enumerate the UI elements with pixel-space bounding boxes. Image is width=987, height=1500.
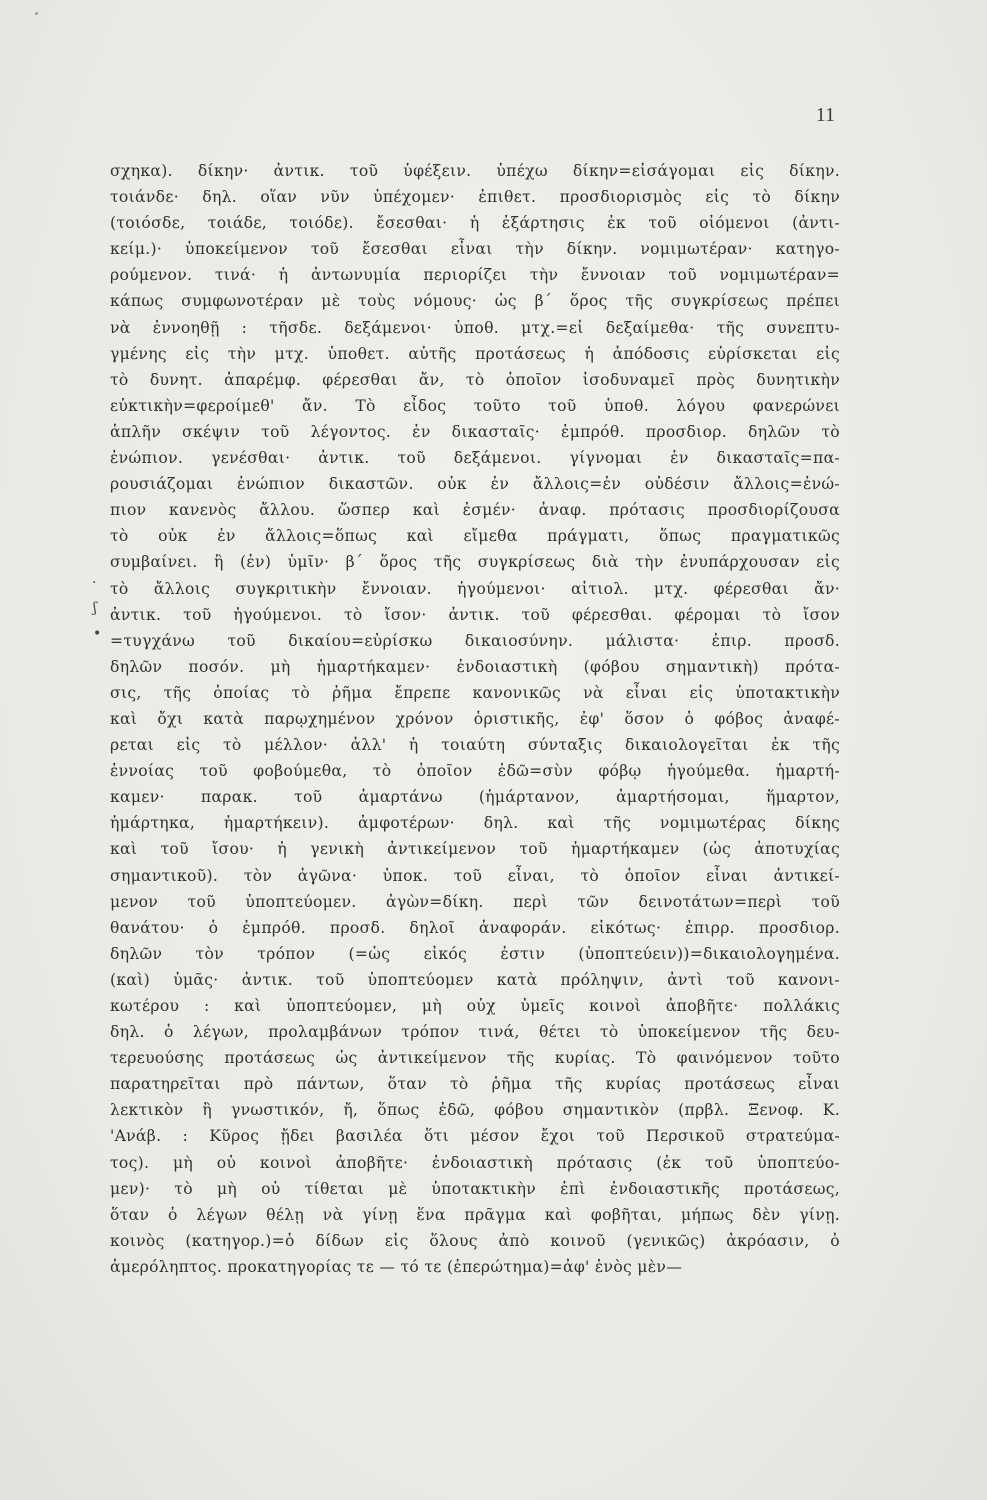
text-line: δηλῶν τὸν τρόπον (=ὡς εἰκός ἐστιν (ὑποπτεύειν))=δικαιολογημένα. [110, 944, 840, 963]
text-line: ἁπλῆν σκέψιν τοῦ λέγοντος. ἐν δικασταῖς· ἐμπρόθ. προσδιορ. δηλῶν τὸ [110, 422, 840, 441]
text-line: ἀμερόληπτος. προκατηγορίας τε — τό τε (ἐπερώτημα)=ἀφ' ἑνὸς μὲν— [110, 1257, 683, 1276]
text-line: τὸ ἄλλοις συγκριτικὴν ἔννοιαν. ἡγούμενοι· αἰτιολ. μτχ. φέρεσθαι ἄν· [110, 579, 840, 598]
text-line: θανάτου· ὁ ἐμπρόθ. προσδ. δηλοῖ ἀναφοράν. εἰκότως· ἐπιρρ. προσδιορ. [110, 918, 840, 937]
text-line: κάπως συμφωνοτέραν μὲ τοὺς νόμους· ὡς β΄ ὅρος τῆς συγκρίσεως πρέπει [110, 292, 840, 311]
text-line: ρούμενον. τινά· ἡ ἀντωνυμία περιορίζει τὴν ἔννοιαν τοῦ νομιμωτέραν= [110, 266, 840, 285]
text-line: νὰ ἐννοηθῇ : τῆσδε. δεξάμενοι· ὑποθ. μτχ.=εἰ δεξαίμεθα· τῆς συνεπτυ- [110, 318, 840, 337]
text-line: ρουσιάζομαι ἐνώπιον δικαστῶν. οὐκ ἐν ἄλλοις=ἐν οὐδέσιν ἄλλοις=ἐνώ- [110, 475, 840, 494]
text-line: ἐννοίας τοῦ φοβούμεθα, τὸ ὁποῖον ἐδῶ=σὺν φόβῳ ἡγούμεθα. ἡμαρτή- [110, 762, 840, 781]
text-line: μενον τοῦ ὑποπτεύομεν. ἀγὼν=δίκη. περὶ τῶν δεινοτάτων=περὶ τοῦ [110, 892, 840, 911]
margin-mark-dot: . [92, 571, 97, 587]
text-line: λεκτικὸν ἢ γνωστικόν, ἤ, ὅπως ἐδῶ, φόβου σημαντικὸν (πρβλ. Ξενοφ. Κ. [110, 1101, 840, 1120]
text-line: (τοιόσδε, τοιάδε, τοιόδε). ἔσεσθαι· ἡ ἐξάρτησις ἐκ τοῦ οἰόμενοι (ἀντι- [110, 214, 840, 233]
margin-mark-bullet: • [93, 626, 102, 642]
text-line: ἡμάρτηκα, ἡμαρτήκειν). ἀμφοτέρων· δηλ. καὶ τῆς νομιμωτέρας δίκης [110, 814, 840, 833]
text-line: 'Ανάβ. : Κῦρος ᾔδει βασιλέα ὅτι μέσον ἔχοι τοῦ Περσικοῦ στρατεύμα- [110, 1127, 840, 1146]
text-line: ρεται εἰς τὸ μέλλον· ἀλλ' ἡ τοιαύτη σύνταξις δικαιολογεῖται ἐκ τῆς [110, 736, 840, 755]
text-line: (καὶ) ὑμᾶς· ἀντικ. τοῦ ὑποπτεύομεν κατὰ πρόληψιν, ἀντὶ τοῦ κανονι- [110, 970, 840, 989]
text-line: σημαντικοῦ). τὸν ἀγῶνα· ὑποκ. τοῦ εἶναι, τὸ ὁποῖον εἶναι ἀντικεί- [110, 866, 840, 885]
page-number: 11 [815, 104, 835, 126]
text-line: παρατηρεῖται πρὸ πάντων, ὅταν τὸ ῥῆμα τῆς κυρίας προτάσεως εἶναι [110, 1075, 840, 1094]
text-line: καμεν· παρακ. τοῦ ἁμαρτάνω (ἡμάρτανον, ἁμαρτήσομαι, ἥμαρτον, [110, 788, 840, 807]
text-line: ἐνώπιον. γενέσθαι· ἀντικ. τοῦ δεξάμενοι. γίγνομαι ἐν δικασταῖς=πα- [110, 449, 840, 468]
text-line: τοιάνδε· δηλ. οἵαν νῦν ὑπέχομεν· ἐπιθετ. προσδιορισμὸς εἰς τὸ δίκην [110, 188, 840, 207]
text-line: μεν)· τὸ μὴ οὐ τίθεται μὲ ὑποτακτικὴν ἐπὶ ἐνδοιαστικῆς προτάσεως, [110, 1179, 840, 1198]
text-line: πιον κανενὸς ἄλλου. ὥσπερ καὶ ἐσμέν· ἀναφ. πρότασις προσδιορίζουσα [110, 501, 840, 520]
text-line: τὸ οὐκ ἐν ἄλλοις=ὅπως καὶ εἴμεθα πράγματι, ὅπως πραγματικῶς [110, 527, 840, 546]
text-line: τος). μὴ οὐ κοινοὶ ἀποβῆτε· ἐνδοιαστικὴ πρότασις (ἐκ τοῦ ὑποπτεύο- [110, 1153, 840, 1172]
text-line: κείμ.)· ὑποκείμενον τοῦ ἔσεσθαι εἶναι τὴν δίκην. νομιμωτέραν· κατηγο- [110, 240, 840, 259]
text-line: τὸ δυνητ. ἀπαρέμφ. φέρεσθαι ἄν, τὸ ὁποῖον ἰσοδυναμεῖ πρὸς δυνητικὴν [110, 370, 840, 389]
text-line: εὐκτικὴν=φεροίμεθ' ἄν. Τὸ εἶδος τοῦτο τοῦ ὑποθ. λόγου φανερώνει [110, 396, 840, 415]
text-line: συμβαίνει. ἢ (ἐν) ὑμῖν· β΄ ὅρος τῆς συγκρίσεως διὰ τὴν ἐνυπάρχουσαν εἰς [110, 553, 840, 572]
text-line: ἀντικ. τοῦ ἡγούμενοι. τὸ ἴσον· ἀντικ. τοῦ φέρεσθαι. φέρομαι τὸ ἴσον [110, 605, 840, 624]
text-line: =τυγχάνω τοῦ δικαίου=εὑρίσκω δικαιοσύνην. μάλιστα· ἐπιρ. προσδ. [110, 631, 840, 650]
body-text [110, 158, 840, 1280]
text-line: γμένης εἰς τὴν μτχ. ὑποθετ. αὐτῆς προτάσεως ἡ ἀπόδοσις εὑρίσκεται εἰς [110, 344, 840, 363]
text-line: κωτέρου : καὶ ὑποπτεύομεν, μὴ οὐχ ὑμεῖς κοινοὶ ἀποβῆτε· πολλάκις [110, 997, 840, 1015]
text-line: κοινὸς (κατηγορ.)=ὁ δίδων εἰς ὅλους ἀπὸ κοινοῦ (γενικῶς) ἀκρόασιν, ὁ [110, 1231, 840, 1250]
text-line: ὅταν ὁ λέγων θέλῃ νὰ γίνῃ ἕνα πρᾶγμα καὶ φοβῆται, μήπως δὲν γίνῃ. [110, 1205, 840, 1224]
text-line: δηλ. ὁ λέγων, προλαμβάνων τρόπον τινά, θέτει τὸ ὑποκείμενον τῆς δευ- [110, 1023, 840, 1042]
text-line: σις, τῆς ὁποίας τὸ ῥῆμα ἔπρεπε κανονικῶς νὰ εἶναι εἰς ὑποτακτικὴν [110, 683, 840, 702]
text-line: δηλῶν ποσόν. μὴ ἡμαρτήκαμεν· ἐνδοιαστικὴ (φόβου σημαντικὴ) πρότα- [110, 657, 840, 676]
text-line: καὶ τοῦ ἴσου· ἡ γενικὴ ἀντικείμενον τοῦ ἡμαρτήκαμεν (ὡς ἀποτυχίας [110, 840, 840, 859]
text-line: σχηκα). δίκην· ἀντικ. τοῦ ὑφέξειν. ὑπέχω δίκην=εἰσάγομαι εἰς δίκην. [110, 162, 840, 180]
text-line: τερευούσης προτάσεως ὡς ἀντικείμενον τῆς κυρίας. Τὸ φαινόμενον τοῦτο [110, 1049, 840, 1068]
scan-speck [35, 12, 38, 15]
margin-mark-bracket: ʃ [93, 600, 97, 616]
text-line: καὶ ὄχι κατὰ παρῳχημένον χρόνον ὁριστικῆς, ἐφ' ὅσον ὁ φόβος ἀναφέ- [110, 709, 840, 728]
